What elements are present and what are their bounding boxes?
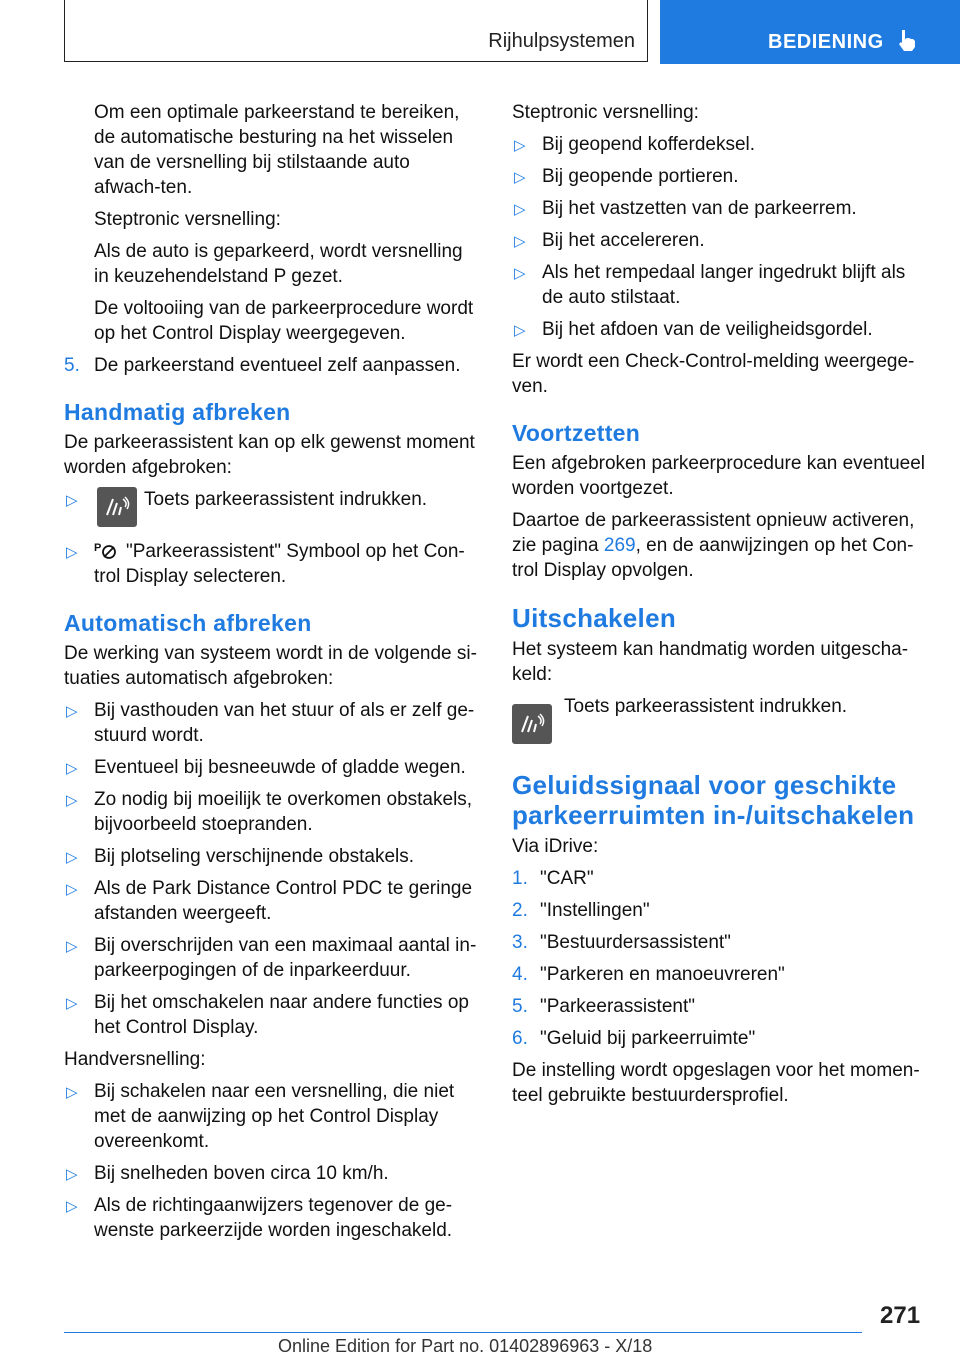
step-number: 4. <box>512 964 528 985</box>
list-item-text: Zo nodig bij moeilijk te overkomen obstakels, bijvoorbeeld stoepranden. <box>94 789 473 835</box>
triangle-bullet-icon: ▷ <box>514 265 526 282</box>
section-heading-manual: Handmatig afbreken <box>64 399 291 425</box>
list-item <box>512 260 928 310</box>
list-item <box>64 487 480 531</box>
triangle-bullet-icon: ▷ <box>66 995 78 1012</box>
list-item <box>64 698 480 748</box>
triangle-bullet-icon: ▷ <box>66 544 78 561</box>
list-item <box>64 933 480 983</box>
list-item <box>64 1193 480 1243</box>
triangle-bullet-icon: ▷ <box>66 881 78 898</box>
triangle-bullet-icon: ▷ <box>66 938 78 955</box>
list-item-text: Bij schakelen naar een versnelling, die niet met de aanwijzing op het Control Display overeenkomt. <box>94 1081 455 1152</box>
list-item <box>512 930 928 955</box>
list-item <box>512 317 928 342</box>
list-item <box>64 787 480 837</box>
triangle-bullet-icon: ▷ <box>514 137 526 154</box>
list-item <box>512 898 928 923</box>
step-text: "Geluid bij parkeerruimte" <box>540 1028 756 1049</box>
triangle-bullet-icon: ▷ <box>66 849 78 866</box>
triangle-bullet-icon: ▷ <box>66 1166 78 1183</box>
page-reference-link[interactable]: 269 <box>603 535 636 556</box>
right-column <box>512 100 928 1115</box>
list-item <box>64 539 480 589</box>
paragraph: Een afgebroken parkeerprocedure kan eventueel worden voortgezet. <box>512 453 926 499</box>
section-heading-auto: Automatisch afbreken <box>64 610 312 636</box>
section-heading-sound: Geluidssignaal voor geschikte parkeerruimten in-/uitschakelen <box>512 770 915 830</box>
paragraph: Steptronic versnelling: <box>94 209 281 230</box>
list-item <box>64 876 480 926</box>
section-heading-continue: Voortzetten <box>512 420 641 446</box>
triangle-bullet-icon: ▷ <box>514 233 526 250</box>
list-item <box>64 1079 480 1154</box>
paragraph: De voltooiing van de parkeerprocedure wordt op het Control Display weergegeven. <box>94 298 474 344</box>
list-item <box>64 990 480 1040</box>
list-item-text: Eventueel bij besneeuwde of gladde wegen. <box>94 757 466 778</box>
header-chapter-title: BEDIENING <box>768 31 884 53</box>
footer-divider <box>64 1332 862 1333</box>
list-item <box>512 866 928 891</box>
paragraph: De werking van systeem wordt in de volgende si-tuaties automatisch afgebroken: <box>64 643 477 689</box>
list-item-text: Bij snelheden boven circa 10 km/h. <box>94 1163 389 1184</box>
list-item <box>512 994 928 1019</box>
button-instruction <box>512 694 928 750</box>
paragraph: Het systeem kan handmatig worden uitgescha-keld: <box>512 639 909 685</box>
triangle-bullet-icon: ▷ <box>514 201 526 218</box>
list-item-text: Bij plotseling verschijnende obstakels. <box>94 846 415 867</box>
paragraph: Om een optimale parkeerstand te bereiken, de automatische besturing na het wisselen van de versnelling bij stilstaande auto afwach-ten. <box>94 102 460 198</box>
paragraph <box>512 508 928 583</box>
paragraph: De instelling wordt opgeslagen voor het momen-teel gebruikte bestuurdersprofiel. <box>512 1060 920 1106</box>
step-number: 5. <box>512 996 528 1017</box>
triangle-bullet-icon: ▷ <box>514 322 526 339</box>
footer-edition: Online Edition for Part no. 01402896963 - X/18 <box>278 1336 653 1356</box>
list-item <box>512 164 928 189</box>
instruction-text: Toets parkeerassistent indrukken. <box>564 696 848 717</box>
header-section-title: Rijhulpsystemen <box>488 30 635 52</box>
step-text: "Bestuurdersassistent" <box>540 932 731 953</box>
list-item-text: "Parkeerassistent" Symbool op het Con-trol Display selecteren. <box>94 541 465 587</box>
triangle-bullet-icon: ▷ <box>66 492 78 509</box>
list-item <box>64 844 480 869</box>
svg-text:P: P <box>94 542 102 554</box>
triangle-bullet-icon: ▷ <box>66 792 78 809</box>
list-item <box>64 1161 480 1186</box>
list-item-text: Bij overschrijden van een maximaal aantal in-parkeerpogingen of de inparkeerduur. <box>94 935 477 981</box>
list-item-text: Bij het omschakelen naar andere functies op het Control Display. <box>94 992 469 1038</box>
section-heading-off: Uitschakelen <box>512 603 677 633</box>
step-number: 6. <box>512 1028 528 1049</box>
list-item-text: Bij het accelereren. <box>542 230 705 251</box>
step-number: 5. <box>64 355 80 376</box>
list-item <box>512 196 928 221</box>
paragraph: De parkeerassistent kan op elk gewenst moment worden afgebroken: <box>64 432 475 478</box>
step-text: "Instellingen" <box>540 900 650 921</box>
list-item-text: Als het rempedaal langer ingedrukt blijft als de auto stilstaat. <box>542 262 906 308</box>
step-text: "Parkeerassistent" <box>540 996 695 1017</box>
parking-assistant-symbol-icon <box>94 540 120 560</box>
step-number: 3. <box>512 932 528 953</box>
parking-assistant-button-icon <box>97 487 137 527</box>
list-item-text: Als de Park Distance Control PDC te geringe afstanden weergeeft. <box>94 878 473 924</box>
list-item-text: Bij het afdoen van de veiligheidsgordel. <box>542 319 873 340</box>
list-item <box>512 962 928 987</box>
step-text: "CAR" <box>540 868 594 889</box>
triangle-bullet-icon: ▷ <box>66 760 78 777</box>
step-text: De parkeerstand eventueel zelf aanpassen. <box>94 355 461 376</box>
list-item-text: Als de richtingaanwijzers tegenover de ge-wenste parkeerzijde worden ingeschakeld. <box>94 1195 453 1241</box>
left-column <box>64 100 480 1250</box>
list-item-text: Toets parkeerassistent indrukken. <box>144 489 428 510</box>
page-number: 271 <box>880 1302 921 1329</box>
step-number: 1. <box>512 868 528 889</box>
paragraph-text: Daartoe de parkeerassistent opnieuw activeren, zie pagina <box>512 510 915 556</box>
list-item <box>512 132 928 157</box>
parking-assistant-button-icon <box>512 704 552 744</box>
header-chapter-tab <box>660 0 960 64</box>
triangle-bullet-icon: ▷ <box>66 1198 78 1215</box>
step-number: 2. <box>512 900 528 921</box>
paragraph-text: , en de aanwijzingen op het Con-trol Display opvolgen. <box>512 535 914 581</box>
list-item <box>64 755 480 780</box>
step-text: "Parkeren en manoeuvreren" <box>540 964 785 985</box>
list-item-text: Bij geopend kofferdeksel. <box>542 134 756 155</box>
list-item-text: Bij vasthouden van het stuur of als er zelf ge-stuurd wordt. <box>94 700 475 746</box>
hand-pointer-icon <box>896 28 918 57</box>
paragraph: Als de auto is geparkeerd, wordt versnelling in keuzehendelstand P gezet. <box>94 241 463 287</box>
list-item <box>512 1026 928 1051</box>
list-item-text: Bij het vastzetten van de parkeerrem. <box>542 198 857 219</box>
list-item <box>64 353 480 378</box>
triangle-bullet-icon: ▷ <box>66 1084 78 1101</box>
paragraph: Steptronic versnelling: <box>512 102 699 123</box>
list-item-text: Bij geopende portieren. <box>542 166 739 187</box>
triangle-bullet-icon: ▷ <box>66 703 78 720</box>
paragraph: Er wordt een Check-Control-melding weergege-ven. <box>512 351 915 397</box>
paragraph: Handversnelling: <box>64 1049 206 1070</box>
paragraph: Via iDrive: <box>512 836 599 857</box>
triangle-bullet-icon: ▷ <box>514 169 526 186</box>
header-section-box <box>64 0 648 62</box>
list-item <box>512 228 928 253</box>
